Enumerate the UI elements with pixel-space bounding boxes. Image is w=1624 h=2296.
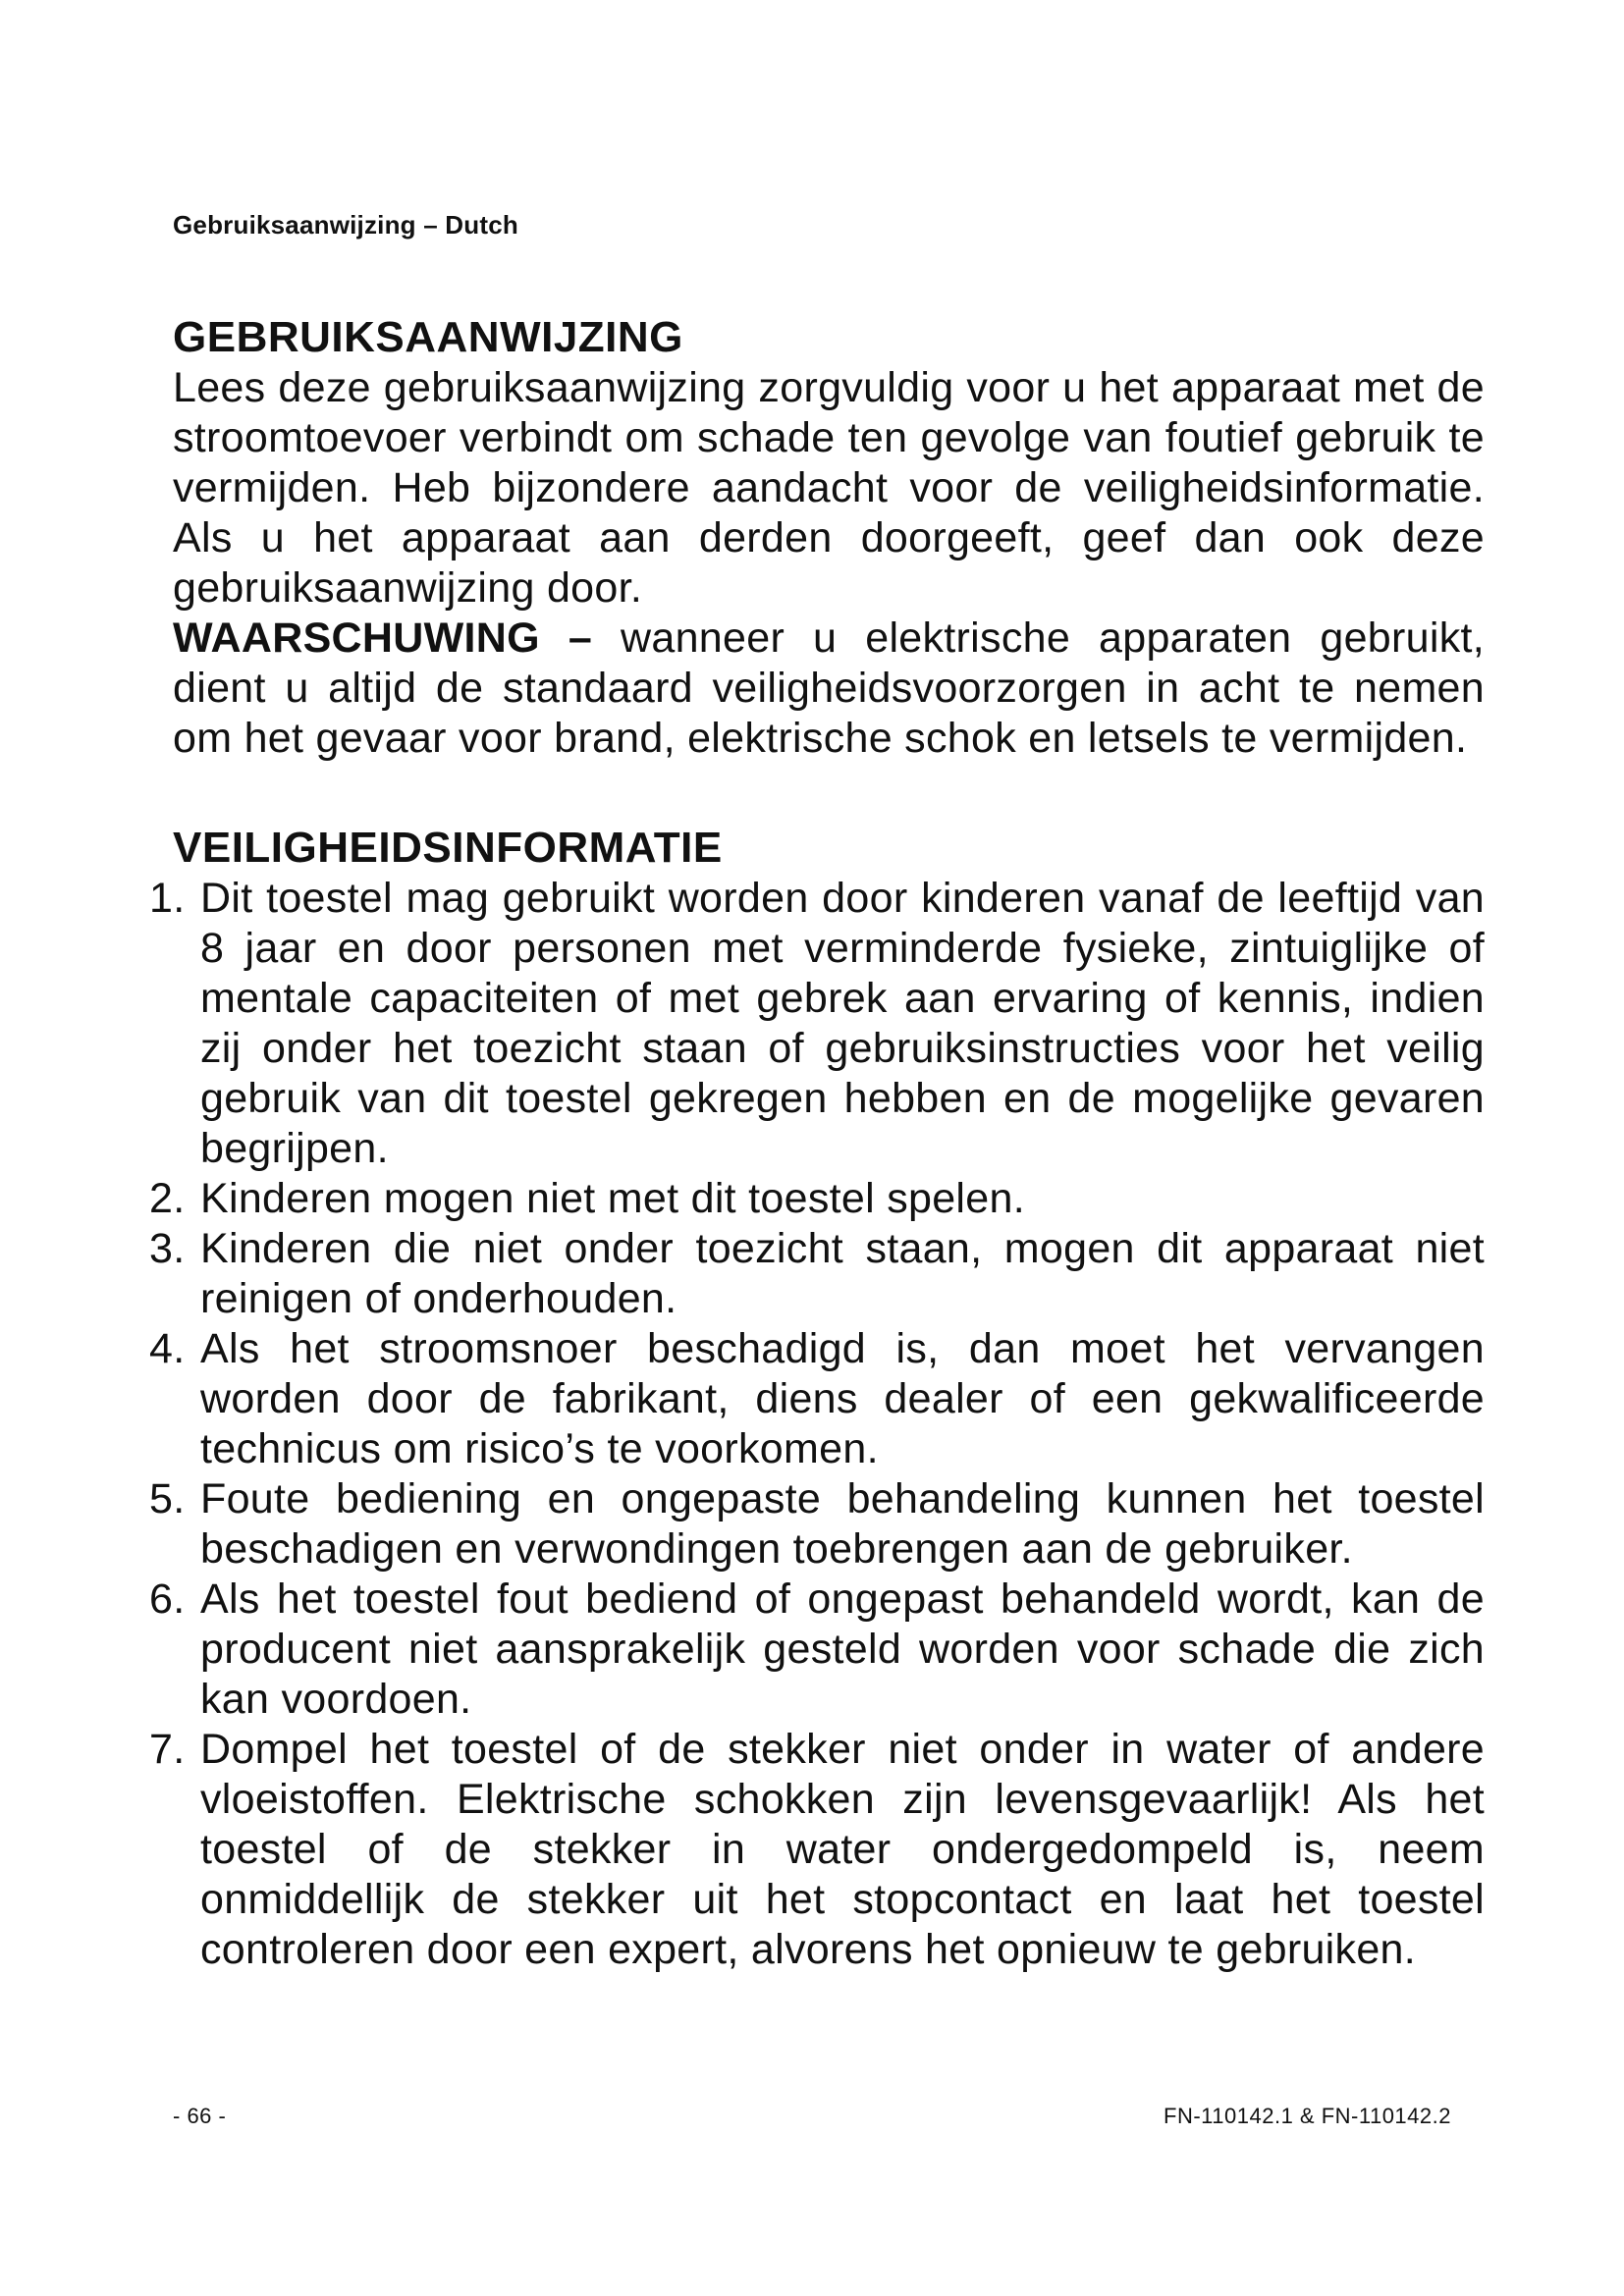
warning-text: wanneer u elektrische apparaten gebruikt, dient u altijd de standaard veiligheidsvoorzorgen in acht te nemen om het gevaar voor brand, elektrische schok en letsels te vermijden. [173, 614, 1485, 762]
warning-label: WAARSCHUWING – [173, 614, 593, 662]
item-text: Als het stroomsnoer beschadigd is, dan moet het vervangen worden door de fabrikant, diens dealer of een gekwalificeerde technicus om risico’s te voorkomen. [200, 1325, 1485, 1472]
list-item [149, 1474, 1485, 1575]
warning-paragraph [173, 614, 1485, 764]
item-text: Kinderen die niet onder toezicht staan, mogen dit apparaat niet reinigen of onderhouden. [200, 1225, 1485, 1322]
item-text: Dit toestel mag gebruikt worden door kinderen vanaf de leeftijd van 8 jaar en door personen met verminderde fysieke, zintuiglijke of mentale capaciteiten of met gebrek aan ervaring of kennis, indien zij onder het toezicht staan of gebruiksinstructies voor het veilig gebruik van dit toestel gekregen hebben en de mogelijke gevaren begrijpen. [200, 875, 1485, 1172]
item-number: 7. [149, 1726, 186, 1773]
list-item [149, 1725, 1485, 1975]
intro-paragraph: Lees deze gebruiksaanwijzing zorgvuldig voor u het apparaat met de stroomtoevoer verbindt om schade ten gevolge van foutief gebruik te vermijden. Heb bijzondere aandacht voor de veiligheidsinformatie. Als u het apparaat aan derden doorgeeft, geef dan ook deze gebruiksaanwijzing door. [173, 364, 1485, 612]
running-header: Gebruiksaanwijzing – Dutch [173, 210, 518, 240]
item-number: 1. [149, 875, 186, 922]
item-number: 5. [149, 1475, 186, 1522]
item-number: 6. [149, 1575, 186, 1623]
model-number: FN-110142.1 & FN-110142.2 [1164, 2104, 1451, 2128]
safety-section [149, 823, 1485, 1975]
intro-title: GEBRUIKSAANWIJZING [173, 313, 683, 361]
page-number: - 66 - [173, 2104, 227, 2128]
item-text: Dompel het toestel of de stekker niet onder in water of andere vloeistoffen. Elektrische schokken zijn levensgevaarlijk! Als het toestel of de stekker in water ondergedompeld is, neem onmiddellijk de stekker uit het stopcontact en laat het toestel controleren door een expert, alvorens het opnieuw te gebruiken. [200, 1726, 1485, 1973]
content-area [149, 312, 1485, 1975]
safety-list [149, 874, 1485, 1975]
item-number: 4. [149, 1325, 186, 1372]
safety-title: VEILIGHEIDSINFORMATIE [173, 824, 723, 872]
list-item [149, 1324, 1485, 1474]
list-item [149, 1575, 1485, 1725]
item-number: 3. [149, 1225, 186, 1272]
intro-section [173, 312, 1485, 764]
list-item [149, 1224, 1485, 1324]
item-number: 2. [149, 1175, 186, 1222]
item-text: Als het toestel fout bediend of ongepast behandeld wordt, kan de producent niet aansprakelijk gesteld worden voor schade die zich kan voordoen. [200, 1575, 1485, 1723]
item-text: Kinderen mogen niet met dit toestel spelen. [200, 1175, 1025, 1222]
item-text: Foute bediening en ongepaste behandeling kunnen het toestel beschadigen en verwondingen toebrengen aan de gebruiker. [200, 1475, 1485, 1573]
list-item [149, 874, 1485, 1174]
list-item [149, 1174, 1485, 1224]
